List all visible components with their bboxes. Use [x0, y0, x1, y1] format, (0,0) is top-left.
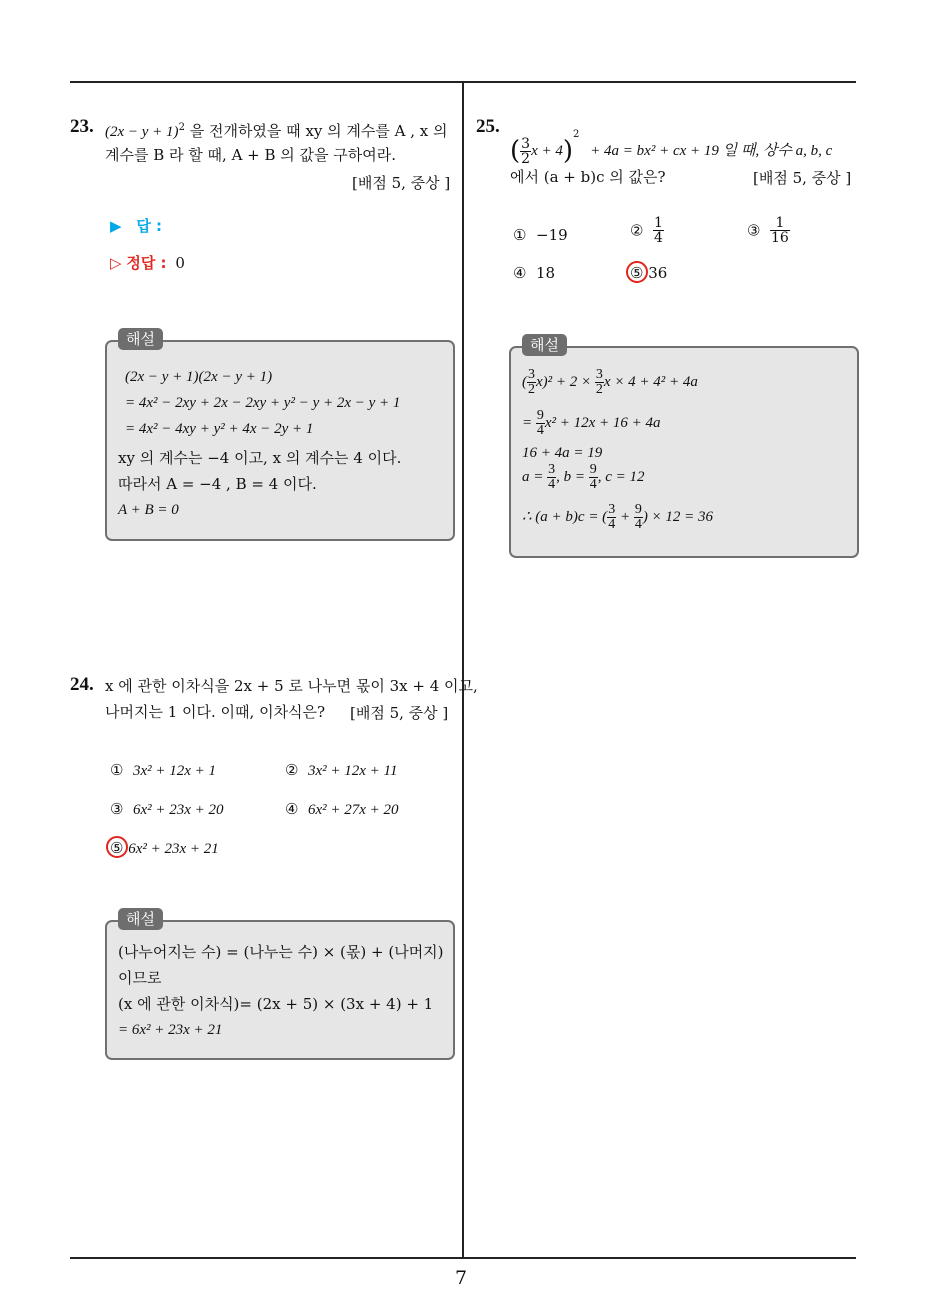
question-number: 23.: [70, 116, 94, 137]
triangle-outline-icon: ▷: [110, 254, 122, 272]
question-text-line1: ( $\frac{3}{2}$ x + 4)$^2$ + 4a = bx² + cx + 19 일 때, 상수 a, b, c: [510, 129, 833, 167]
correct-answer-row: [110, 253, 185, 273]
explain-line: ( $\frac{3}{2}$ x)² + 2 × $\frac{3}{2}$ x × 4 + 4² + 4a: [522, 367, 698, 398]
selected-circle-mark: [106, 836, 128, 858]
question-text-line2: 나머지는 1 이다. 이때, 이차식은?: [105, 703, 326, 721]
explain-line: (2x − y + 1)(2x − y + 1): [125, 369, 273, 385]
explain-line: A + B = 0: [118, 502, 179, 518]
explain-line: = 4x² − 2xy + 2x − 2xy + y² − y + 2x − y + 1: [125, 395, 401, 411]
explanation-tag: 해설: [118, 328, 163, 350]
explain-line: 이므로: [118, 969, 162, 987]
choice-5[interactable]: ⑤ 6x² + 23x + 21: [110, 839, 219, 857]
choice-4[interactable]: ④ 6x² + 27x + 20: [285, 800, 399, 818]
explanation-tag: 해설: [522, 334, 567, 356]
explain-line: 16 + 4a = 19: [522, 445, 603, 461]
fraction: $\frac{3}{4}$: [548, 462, 556, 493]
choice-2[interactable]: ② 3x² + 12x + 11: [285, 761, 398, 779]
page-number: 7: [455, 1267, 468, 1289]
question-number: 24.: [70, 674, 94, 695]
selected-circle-mark: [626, 261, 648, 283]
explanation-tag: 해설: [118, 908, 163, 930]
fraction: $\frac{1}{16}$: [771, 215, 789, 246]
answer-label: 답 :: [136, 217, 163, 235]
explain-line: = 6x² + 23x + 21: [118, 1022, 223, 1038]
play-icon: ▶: [110, 217, 122, 235]
bottom-rule: [70, 1257, 856, 1259]
explain-line: (x 에 관한 이차식)= (2x + 5) × (3x + 4) + 1: [118, 995, 434, 1013]
choice-2[interactable]: ② $\frac{1}{4}$: [630, 215, 663, 246]
points-label: [배점 5, 중상 ]: [753, 169, 852, 187]
fraction: $\frac{9}{4}$: [634, 502, 642, 533]
question-text-line1: x 에 관한 이차식을 2x + 5 로 나누면 몫이 3x + 4 이고,: [105, 677, 478, 695]
explain-line: a = $\frac{3}{4}$ , b = $\frac{9}{4}$ , c = 12: [522, 462, 645, 493]
question-text-line1: $(2x - y + 1)^2$ 을 전개하였을 때 xy 의 계수를 A , x 의: [105, 122, 448, 140]
choice-3[interactable]: ③ 6x² + 23x + 20: [110, 800, 224, 818]
fraction: $\frac{3}{2}$: [528, 367, 535, 398]
explain-line: (나누어지는 수) = (나누는 수) × (몫) + (나머지): [118, 943, 444, 961]
explain-line: ∴ (a + b)c = ( $\frac{3}{4}$ + $\frac{9}{4}$ ) × 12 = 36: [522, 502, 714, 533]
choice-1[interactable]: ① 3x² + 12x + 1: [110, 761, 217, 779]
fraction: $\frac{3}{2}$: [521, 135, 531, 167]
question-text-line2: 계수를 B 라 할 때, A + B 의 값을 구하여라.: [105, 146, 397, 164]
choice-1[interactable]: ① −19: [513, 226, 568, 244]
fraction: $\frac{3}{2}$: [595, 367, 603, 398]
column-divider: [462, 83, 464, 1259]
correct-value: 0: [175, 254, 185, 272]
explain-line: 따라서 A = −4 , B = 4 이다.: [118, 475, 317, 493]
explain-line: xy 의 계수는 −4 이고, x 의 계수는 4 이다.: [118, 449, 402, 467]
explain-line: = $\frac{9}{4}$ x² + 12x + 16 + 4a: [522, 408, 661, 439]
question-number: 25.: [476, 116, 500, 137]
points-label: [배점 5, 중상 ]: [352, 174, 451, 192]
points-label: [배점 5, 중상 ]: [350, 704, 449, 722]
answer-row: [110, 216, 162, 236]
choice-4[interactable]: ④ 18: [513, 264, 556, 282]
choice-5[interactable]: ⑤ 36: [630, 264, 668, 282]
choice-3[interactable]: ③ $\frac{1}{16}$: [747, 215, 789, 246]
fraction: $\frac{1}{4}$: [654, 215, 663, 246]
correct-label: 정답 :: [126, 254, 167, 272]
fraction: $\frac{9}{4}$: [536, 408, 544, 439]
question-text-line2: 에서 (a + b)c 의 값은?: [510, 168, 666, 186]
explain-line: = 4x² − 4xy + y² + 4x − 2y + 1: [125, 421, 314, 437]
fraction: $\frac{3}{4}$: [608, 502, 616, 533]
fraction: $\frac{9}{4}$: [589, 462, 597, 493]
